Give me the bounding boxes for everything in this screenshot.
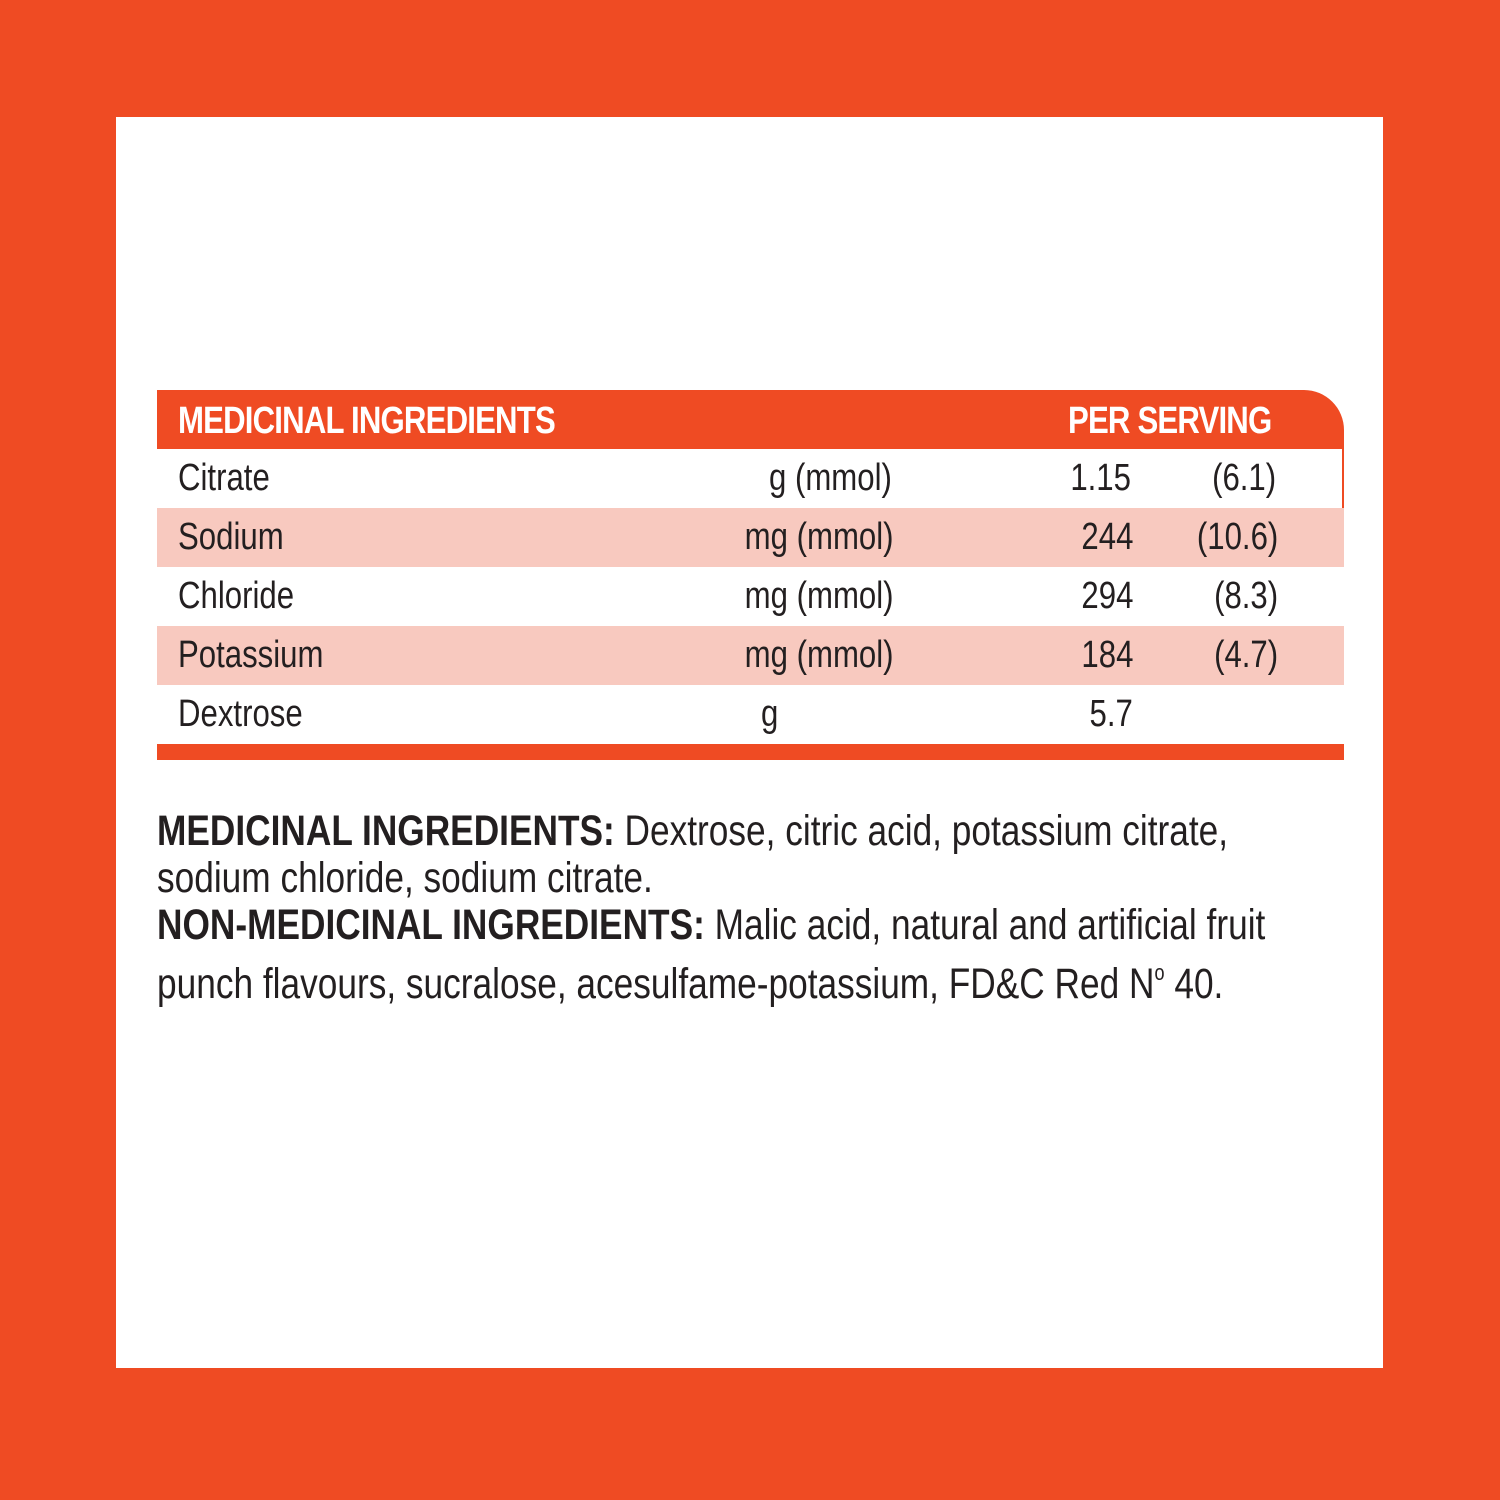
medicinal-ingredients-list: Dextrose, citric acid, potassium citrate, sodium chloride, sodium citrate. — [157, 807, 1229, 902]
non-medicinal-ingredients-end: 40. — [1164, 960, 1224, 1008]
medicinal-ingredients-label: MEDICINAL INGREDIENTS: — [157, 807, 615, 855]
non-medicinal-ingredients-paragraph — [157, 902, 1305, 1008]
medicinal-ingredients-paragraph — [157, 808, 1305, 902]
ingredient-name: Chloride — [178, 575, 295, 617]
ingredient-unit: g (mmol) — [769, 457, 892, 499]
ingredient-mmol: (6.1) — [1211, 457, 1276, 499]
ingredient-name: Citrate — [178, 457, 270, 499]
ingredient-amount: 5.7 — [1089, 693, 1133, 735]
table-row — [157, 685, 1344, 744]
header-per-serving: PER SERVING — [1068, 400, 1272, 442]
number-sign-superscript: o — [1154, 960, 1165, 985]
ingredient-amount: 244 — [1081, 516, 1133, 558]
table-header — [157, 390, 1344, 449]
ingredient-amount: 184 — [1081, 634, 1133, 676]
ingredient-unit: mg (mmol) — [745, 516, 894, 558]
non-medicinal-ingredients-list: Malic acid, natural and artificial fruit punch flavours, sucralose, acesulfame-potassium, FD&C Red N — [157, 901, 1266, 1008]
non-medicinal-ingredients-label: NON-MEDICINAL INGREDIENTS: — [157, 901, 705, 949]
ingredient-mmol: (4.7) — [1213, 634, 1278, 676]
ingredients-text — [157, 808, 1305, 1008]
table-row — [157, 449, 1344, 508]
ingredient-unit: mg (mmol) — [745, 575, 894, 617]
ingredient-name: Sodium — [178, 516, 284, 558]
ingredient-mmol: (8.3) — [1213, 575, 1278, 617]
header-medicinal-ingredients: MEDICINAL INGREDIENTS — [178, 400, 555, 442]
table-row — [157, 508, 1344, 567]
ingredients-table — [157, 390, 1344, 760]
table-row — [157, 626, 1344, 685]
ingredient-amount: 294 — [1081, 575, 1133, 617]
table-footer-bar — [157, 744, 1344, 760]
table-row — [157, 567, 1344, 626]
ingredient-name: Dextrose — [178, 693, 303, 735]
ingredient-unit: g — [761, 693, 779, 735]
ingredient-unit: mg (mmol) — [745, 634, 894, 676]
ingredient-amount: 1.15 — [1070, 457, 1131, 499]
ingredient-name: Potassium — [178, 634, 324, 676]
ingredient-mmol: (10.6) — [1196, 516, 1278, 558]
